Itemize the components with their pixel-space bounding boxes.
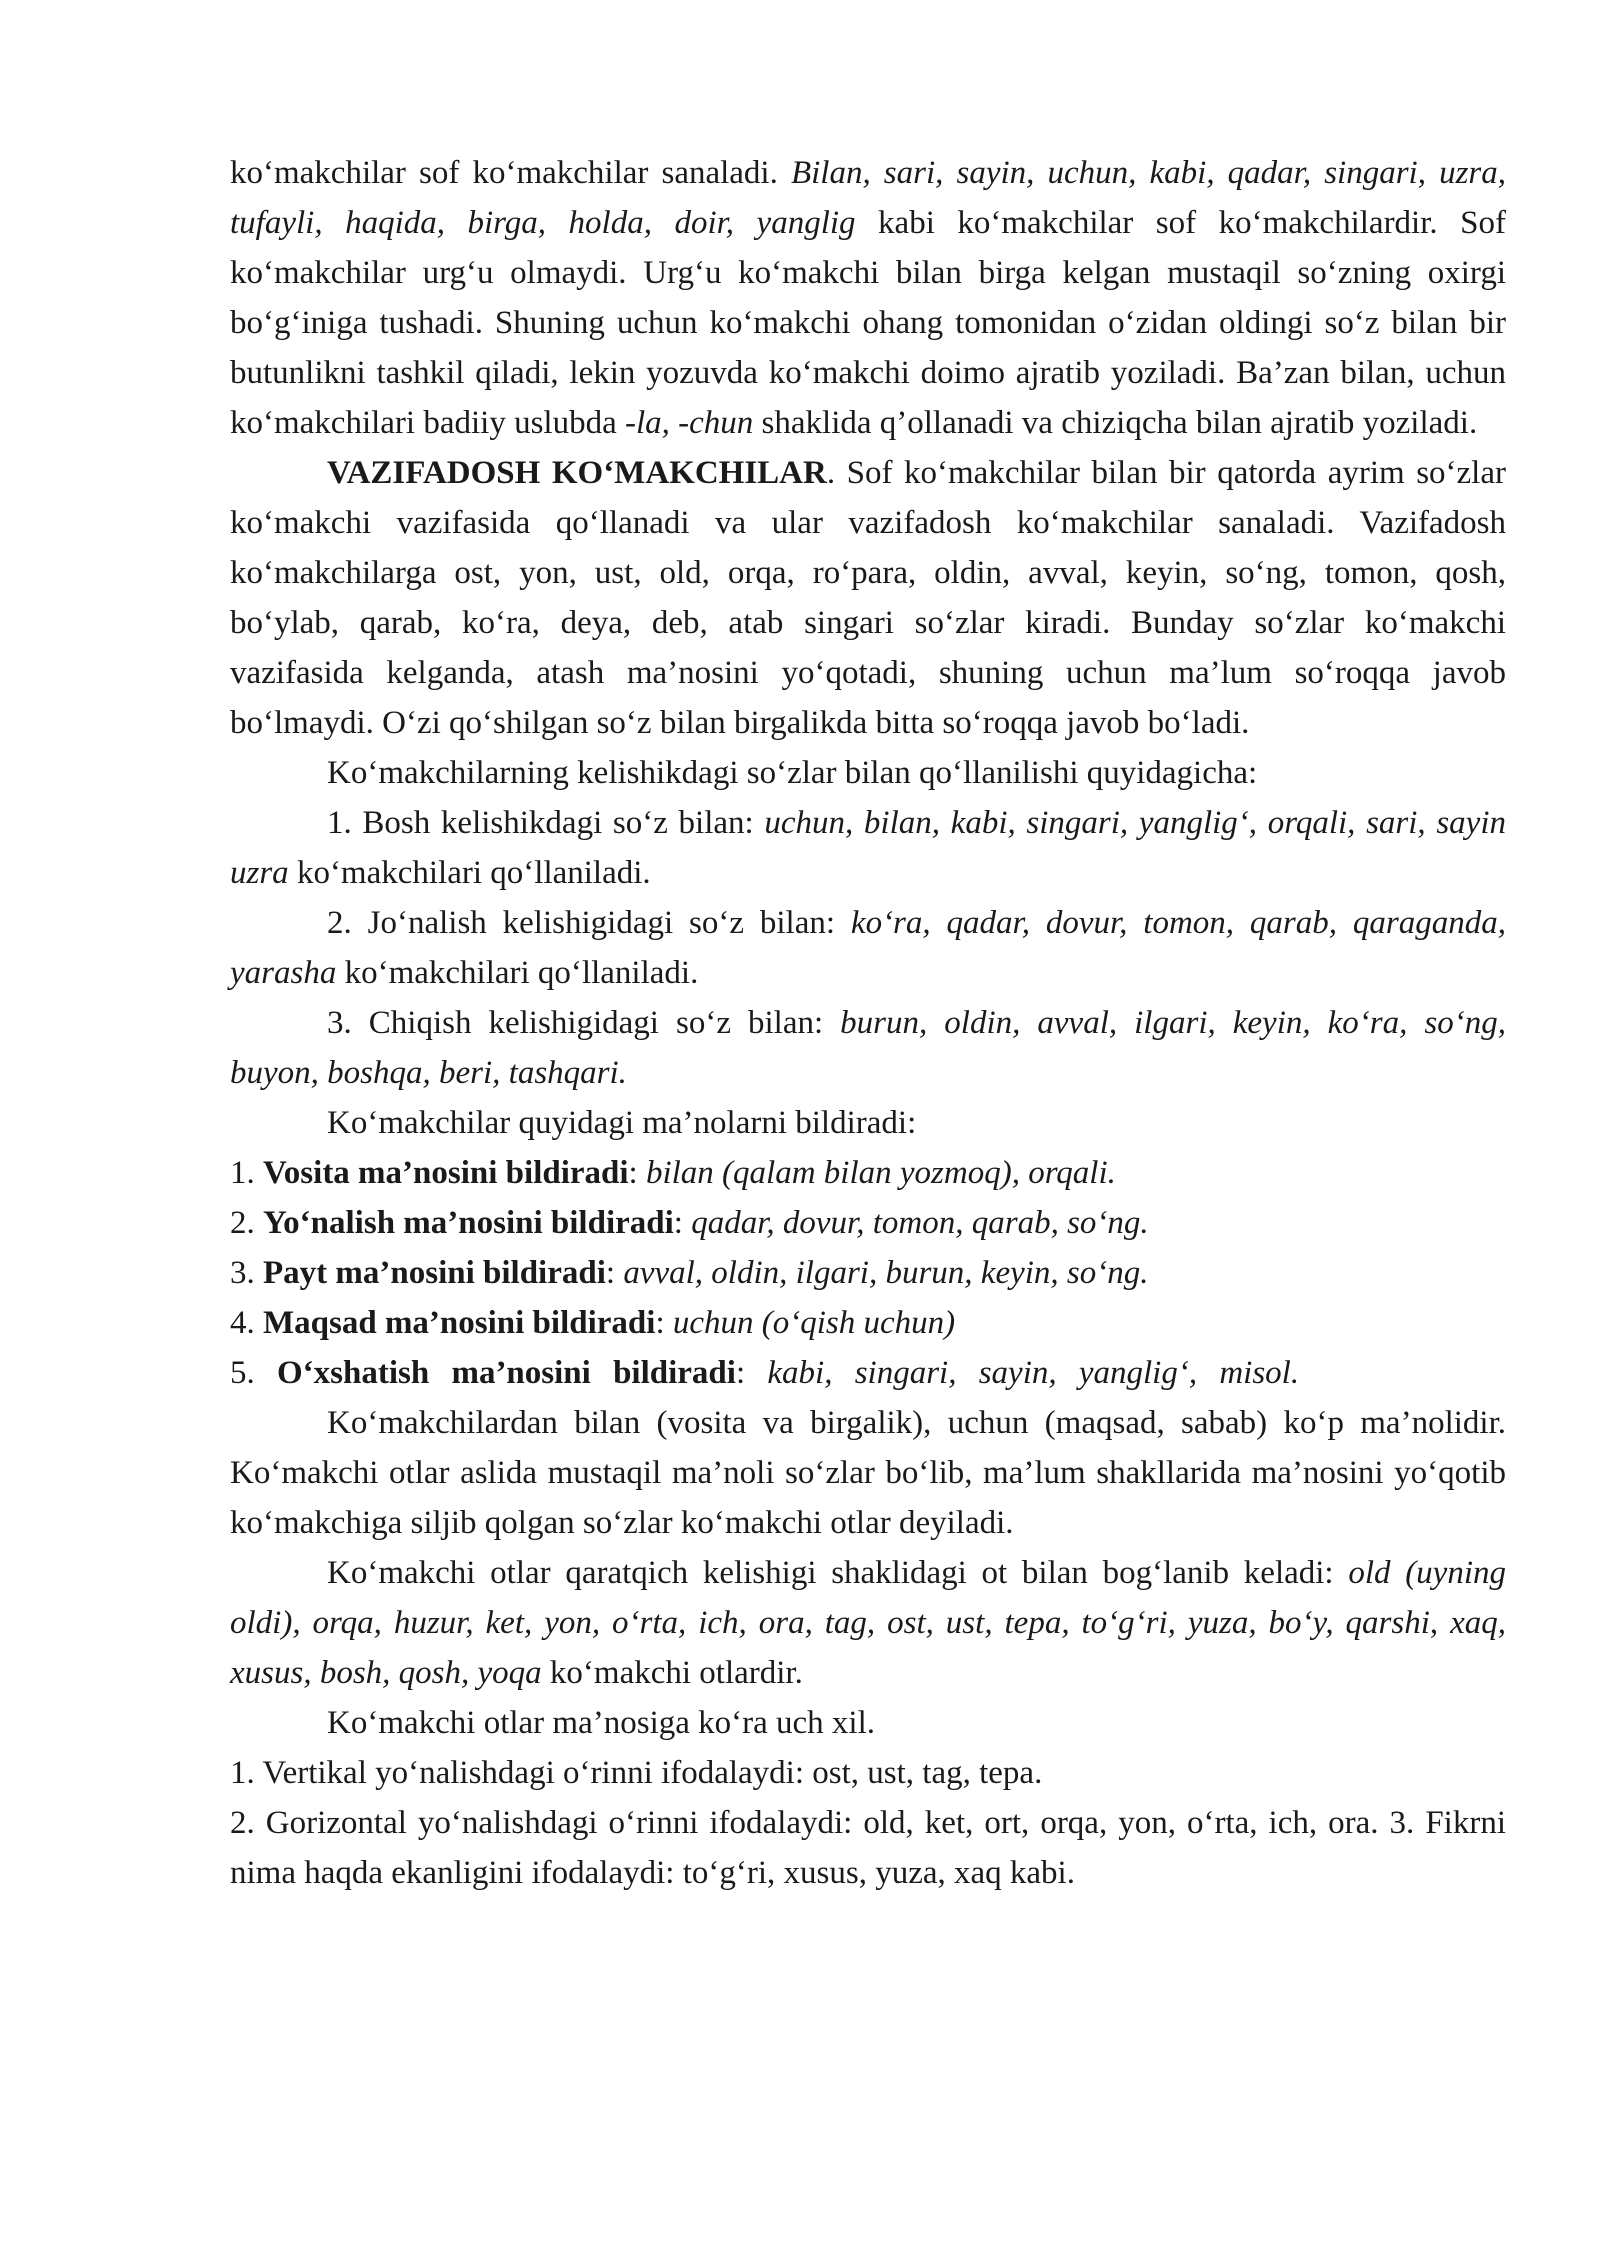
item-number: 2. [230,1205,263,1241]
item-number: 5. [230,1355,277,1391]
meaning-title: Maqsad ma’nosini bildiradi [263,1305,656,1341]
text-run: 2. Gorizontal yo‘nalishdagi o‘rinni ifodalaydi: old, ket, ort, orqa, yon, o‘rta, ich, ora. 3. Fikrni nima haqda ekanligini ifodalaydi: to‘g‘ri, xusus, yuza, xaq kabi. [230,1805,1506,1891]
text-run: , [1429,1605,1451,1641]
meaning-item [230,1198,1506,1248]
section-heading: VAZIFADOSH KO‘MAKCHILAR [327,455,827,491]
text-run: Ko‘makchilarning kelishikdagi so‘zlar bilan qo‘llanilishi quyidagicha: [327,755,1258,791]
text-run-italic: xaq, xusus, bosh, qosh, yoqa [230,1605,1507,1691]
text-run: Ko‘makchi otlar ma’nosiga ko‘ra uch xil. [327,1705,875,1741]
item-number: 1. [230,1155,263,1191]
text-run: ko‘makchilar sof ko‘makchilar sanaladi. [230,155,791,191]
text-run: : [605,1255,624,1291]
text-run: shaklida q’ollanadi va chiziqcha bilan ajratib yoziladi. [753,405,1478,441]
meaning-title: Yo‘nalish ma’nosini bildiradi [263,1205,674,1241]
text-run-italic: uchun (o‘qish uchun) [672,1305,956,1341]
text-run: kabi ko‘makchilar sof ko‘makchilardir. Sof ko‘makchilar urg‘u olmaydi. Urg‘u ko‘makchi bilan birga kelgan mustaqil so‘zning oxirgi bo‘g‘iniga tushadi. Shuning uchun ko‘makchi ohang tomonidan o‘zidan oldingi so‘z bilan bir butunlikni tashkil qiladi, lekin yozuvda ko‘makchi doimo ajratib yoziladi. Ba’zan bilan, uchun ko‘makchilari badiiy uslubda [230,205,1506,441]
text-run: 1. Vertikal yo‘nalishdagi o‘rinni ifodalaydi: ost, ust, tag, tepa. [230,1755,1043,1791]
list-item [230,1748,1506,1798]
text-run-italic: qadar, dovur, tomon, qarab, so‘ng. [691,1205,1149,1241]
text-run-italic: ko‘ra, qadar, dovur, tomon, qarab, qaraganda, yarasha [230,905,1506,991]
text-run-italic: burun, oldin, avval, ilgari, keyin, ko‘ra, so‘ng, buyon, boshqa, beri, tashqari. [230,1005,1506,1091]
meaning-title: O‘xshatish ma’nosini bildiradi [277,1355,736,1391]
text-run: ko‘makchi otlardir. [541,1655,803,1691]
meaning-item [230,1298,1506,1348]
text-run: Ko‘makchilardan bilan (vosita va birgalik), uchun (maqsad, sabab) ko‘p ma’nolidir. Ko‘makchi otlar aslida mustaqil ma’noli so‘zlar bo‘lib, ma’lum shakllarida ma’nosini yo‘qotib ko‘makchiga siljib qolgan so‘zlar ko‘makchi otlar deyiladi. [230,1405,1506,1541]
item-number: 4. [230,1305,263,1341]
item-number: 3. [230,1255,263,1291]
paragraph [230,1098,1506,1148]
text-run: ko‘makchilari qo‘llaniladi. [288,855,651,891]
paragraph [230,748,1506,798]
text-run: . Sof ko‘makchilar bilan bir qatorda ayrim so‘zlar ko‘makchi vazifasida qo‘llanadi va ular vazifadosh ko‘makchilar sanaladi. Vazifadosh ko‘makchilarga ost, yon, ust, old, orqa, ro‘para, oldin, avval, keyin, so‘ng, tomon, qosh, bo‘ylab, qarab, ko‘ra, deya, deb, atab singari so‘zlar kiradi. Bunday so‘zlar ko‘makchi vazifasida kelganda, atash ma’nosini yo‘qotadi, shuning uchun ma’lum so‘roqqa javob bo‘lmaydi. O‘zi qo‘shilgan so‘z bilan birgalikda bitta so‘roqqa javob bo‘ladi. [230,455,1506,741]
text-run: : [735,1355,768,1391]
list-item [230,898,1506,998]
text-run: Ko‘makchi otlar qaratqich kelishigi shaklidagi ot bilan bog‘lanib keladi: [327,1555,1349,1591]
text-run-italic: Bilan, sari, sayin, uchun, kabi, qadar, singari, uzra, tufayli, haqida, birga, holda, doir, yanglig [230,155,1506,241]
text-run-italic: kabi, singari, sayin, yanglig‘, misol. [767,1355,1300,1391]
list-item [230,798,1506,898]
meaning-item [230,1248,1506,1298]
meaning-title: Payt ma’nosini bildiradi [263,1255,606,1291]
meaning-title: Vosita ma’nosini bildiradi [263,1155,629,1191]
text-run: : [628,1155,646,1191]
text-run-italic: avval, oldin, ilgari, burun, keyin, so‘ng. [623,1255,1149,1291]
text-run-italic: old (uyning oldi), orqa, huzur, ket, yon, o‘rta, ich, ora, tag, ost, ust, tepa, to‘g‘ri, yuza, bo‘y, qarshi [230,1555,1506,1641]
list-item [230,998,1506,1098]
paragraph [230,1398,1506,1548]
text-run-italic: uchun, bilan, kabi, singari, yanglig‘, orqali, sari, sayin uzra [230,805,1506,891]
text-run: 1. Bosh kelishikdagi so‘z bilan: [327,805,765,841]
meaning-item [230,1148,1506,1198]
paragraph [230,448,1506,748]
text-run-italic: -la, -chun [625,405,754,441]
text-run: : [655,1305,673,1341]
text-run: 2. Jo‘nalish kelishigidagi so‘z bilan: [327,905,851,941]
list-item [230,1798,1506,1898]
paragraph [230,1548,1506,1698]
text-run: 3. Chiqish kelishigidagi so‘z bilan: [327,1005,841,1041]
paragraph [230,1698,1506,1748]
paragraph [230,148,1506,448]
meaning-item [230,1348,1506,1398]
text-run: Ko‘makchilar quyidagi ma’nolarni bildiradi: [327,1105,917,1141]
text-run-italic: bilan (qalam bilan yozmoq), orqali. [645,1155,1116,1191]
text-run: : [673,1205,692,1241]
text-run: ko‘makchilari qo‘llaniladi. [336,955,699,991]
